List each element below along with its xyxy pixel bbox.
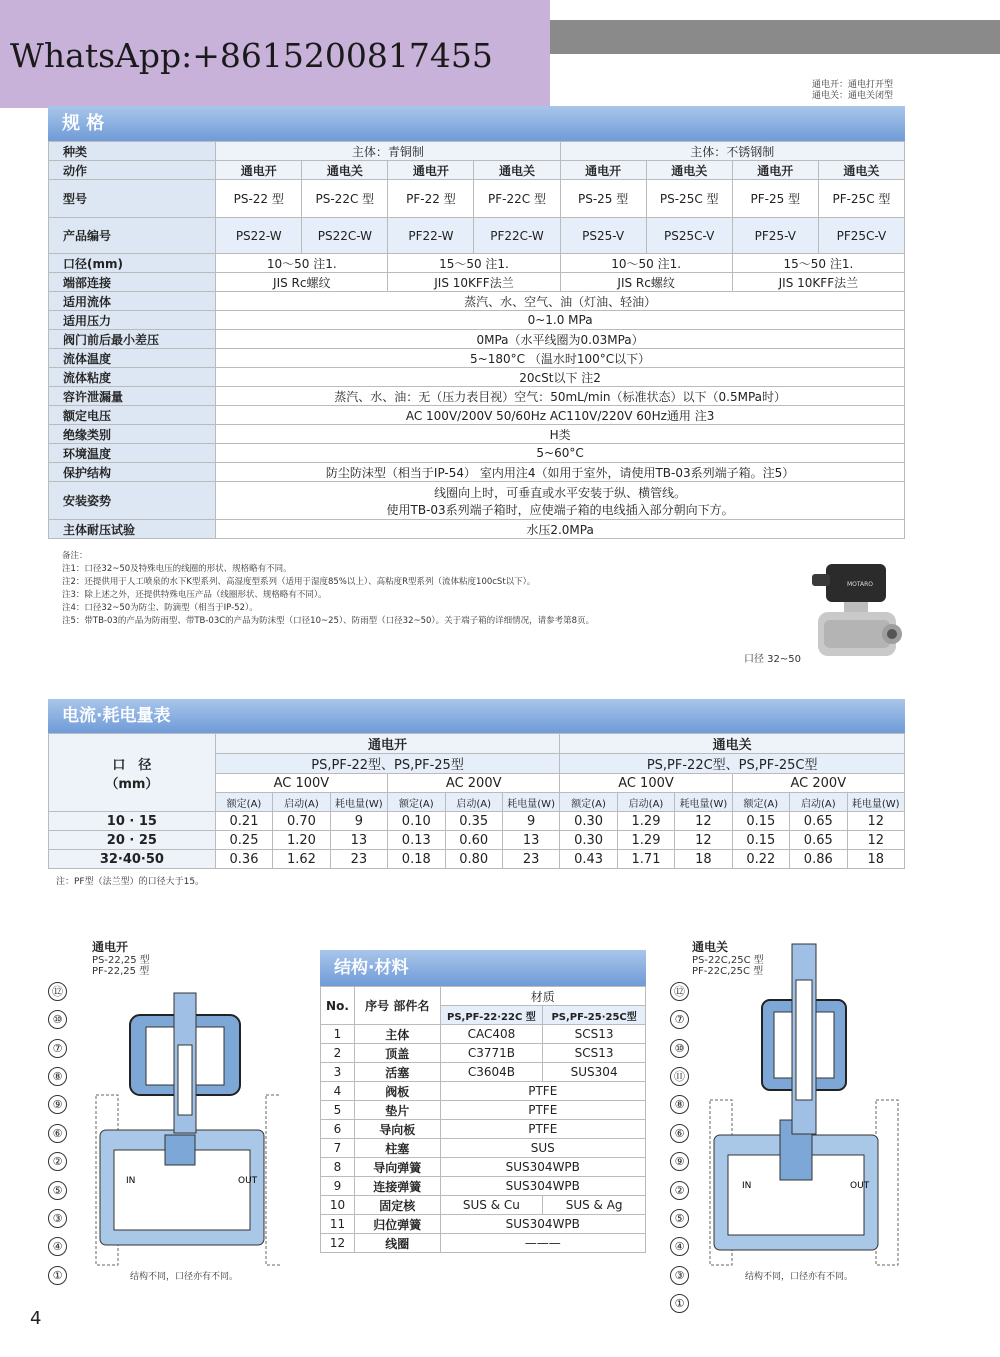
in-label: IN [126, 1176, 136, 1186]
spec-cell: 15～50 注1. [388, 254, 560, 273]
spec-cell [216, 482, 905, 520]
spec-cell: PF22-W [388, 218, 474, 254]
elec-table [48, 733, 905, 869]
mat-no: 8 [321, 1158, 355, 1177]
note-line: 注3：除上述之外，还提供特殊电压产品（线圈形状、规格略有不同）。 [62, 590, 327, 600]
mat-part: 导向弹簧 [354, 1158, 440, 1177]
spec-table [48, 141, 905, 539]
spec-cell: 主体：青铜制 [216, 142, 560, 161]
callout: ① [670, 1294, 689, 1313]
mat-header: PS,PF-22·22C 型 [440, 1006, 543, 1025]
elec-cell: 1.62 [273, 850, 330, 869]
mat-cell: PTFE [440, 1120, 645, 1139]
elec-header: PS,PF-22型、PS,PF-25型 [215, 754, 560, 774]
elec-header: 通电开 [215, 734, 560, 754]
spec-title: 规 格 [48, 106, 905, 141]
mat-cell: PTFE [440, 1082, 645, 1101]
mat-header: 材质 [440, 987, 645, 1006]
elec-cell: 0.21 [215, 812, 272, 831]
mat-part: 柱塞 [354, 1139, 440, 1158]
elec-sub: 耗电量(W) [675, 793, 732, 812]
elec-cell: 0.65 [790, 831, 847, 850]
elec-cell: 23 [502, 850, 559, 869]
spec-label: 适用压力 [49, 311, 216, 330]
mat-header: PS,PF-25·25C型 [543, 1006, 646, 1025]
photo-caption: 口径 32~50 [744, 654, 802, 665]
spec-cell: JIS 10KFF法兰 [732, 273, 904, 292]
mat-no: 1 [321, 1025, 355, 1044]
spec-cell: 通电关 [302, 161, 388, 180]
elec-cell: 12 [847, 812, 905, 831]
right-model-2: PF-22C,25C 型 [692, 966, 764, 977]
callout: ⑨ [48, 1095, 67, 1114]
elec-cell: 0.22 [732, 850, 789, 869]
bore-header [49, 734, 216, 812]
spec-cell: 5~180°C （温水时100°C以下） [216, 349, 905, 368]
elec-row [49, 812, 905, 831]
spec-cell: 通电关 [474, 161, 560, 180]
elec-cell: 0.30 [560, 831, 617, 850]
callout: ③ [670, 1266, 689, 1285]
spec-label: 绝缘类别 [49, 425, 216, 444]
right-diag-caption: 结构不同，口径亦有不同。 [745, 1272, 854, 1282]
mat-no: 5 [321, 1101, 355, 1120]
elec-cell: 9 [330, 812, 387, 831]
elec-bore: 10 · 15 [49, 812, 216, 831]
spec-label: 容许泄漏量 [49, 387, 216, 406]
right-valve-diagram [690, 940, 900, 1275]
mat-no: 4 [321, 1082, 355, 1101]
spec-cell: 蒸汽、水、空气、油（灯油、轻油） [216, 292, 905, 311]
callout: ⑥ [48, 1124, 67, 1143]
spec-cell: 20cSt以下 注2 [216, 368, 905, 387]
mat-cell: ——— [440, 1234, 645, 1253]
spec-label: 主体耐压试验 [49, 520, 216, 539]
elec-cell: 23 [330, 850, 387, 869]
spec-cell: 水压2.0MPa [216, 520, 905, 539]
elec-cell: 0.36 [215, 850, 272, 869]
mat-cell: SUS [440, 1139, 645, 1158]
spec-cell: PF22C-W [474, 218, 560, 254]
callout: ⑤ [48, 1181, 67, 1200]
elec-cell: 0.30 [560, 812, 617, 831]
elec-header: AC 200V [732, 774, 904, 793]
callout: ⑩ [48, 1010, 67, 1029]
mat-part: 导向板 [354, 1120, 440, 1139]
elec-header: AC 100V [215, 774, 387, 793]
elec-sub: 启动(A) [790, 793, 847, 812]
spec-label: 产品编号 [49, 218, 216, 254]
callout: ⑩ [670, 1039, 689, 1058]
in-label: IN [742, 1181, 752, 1191]
mat-cell: SUS304 [543, 1063, 646, 1082]
legend-close: 通电关：通电关闭型 [812, 91, 894, 101]
mat-part: 阀板 [354, 1082, 440, 1101]
left-diag-models [92, 955, 150, 977]
spec-cell: 10～50 注1. [216, 254, 388, 273]
elec-sub: 耗电量(W) [847, 793, 905, 812]
left-model-2: PF-22,25 型 [92, 966, 150, 977]
spec-cell: PS22C-W [302, 218, 388, 254]
elec-note: 注：PF型（法兰型）的口径大于15。 [56, 877, 205, 887]
elec-cell: 0.60 [445, 831, 502, 850]
callout: ② [48, 1152, 67, 1171]
mat-part: 固定核 [354, 1196, 440, 1215]
callout: ⑪ [670, 1067, 689, 1086]
mat-no: 3 [321, 1063, 355, 1082]
elec-cell: 12 [847, 831, 905, 850]
elec-row [49, 850, 905, 869]
spec-label: 动作 [49, 161, 216, 180]
spec-cell: PF-22 型 [388, 180, 474, 218]
callout: ④ [48, 1237, 67, 1256]
mat-header: 序号 部件名 [354, 987, 440, 1025]
callout: ③ [48, 1209, 67, 1228]
mat-no: 7 [321, 1139, 355, 1158]
spec-label: 安装姿势 [49, 482, 216, 520]
callout: ⑥ [670, 1124, 689, 1143]
spec-cell: PS-25C 型 [646, 180, 732, 218]
mat-cell: CAC408 [440, 1025, 543, 1044]
note-line: 备注： [62, 551, 88, 561]
note-line: 注5：带TB-03的产品为防雨型、带TB-03C的产品为防沫型（口径10~25）、防雨型（口径32~50）。关于端子箱的详细情况，请参考第8页。 [62, 616, 595, 626]
spec-label: 适用流体 [49, 292, 216, 311]
legend-open: 通电开：通电打开型 [812, 80, 894, 90]
spec-label: 型号 [49, 180, 216, 218]
spec-cell: JIS Rc螺纹 [560, 273, 732, 292]
right-diag-title: 通电关 [692, 940, 729, 954]
mat-part: 线圈 [354, 1234, 440, 1253]
note-line: 注2：还提供用于人工喷泉的水下K型系列、高湿度型系列（适用于湿度85%以上）、高粘度R型系列（流体粘度100cSt以下）。 [62, 577, 536, 587]
mat-cell: SCS13 [543, 1044, 646, 1063]
callout: ⑤ [670, 1209, 689, 1228]
elec-sub: 额定(A) [215, 793, 272, 812]
spec-cell: JIS 10KFF法兰 [388, 273, 560, 292]
elec-sub: 耗电量(W) [330, 793, 387, 812]
elec-cell: 18 [847, 850, 905, 869]
elec-cell: 1.20 [273, 831, 330, 850]
mat-no: 6 [321, 1120, 355, 1139]
spec-cell: 0~1.0 MPa [216, 311, 905, 330]
elec-row [49, 831, 905, 850]
elec-sub: 启动(A) [617, 793, 674, 812]
mat-part: 主体 [354, 1025, 440, 1044]
elec-cell: 13 [330, 831, 387, 850]
install-line-1: 线圈向上时，可垂直或水平安装于纵、横管线。 [434, 485, 687, 500]
spec-label: 种类 [49, 142, 216, 161]
elec-bore: 20 · 25 [49, 831, 216, 850]
elec-header: AC 200V [388, 774, 560, 793]
spec-cell: PF25C-V [818, 218, 904, 254]
callout: ⑫ [670, 982, 689, 1001]
spec-cell: PF-22C 型 [474, 180, 560, 218]
elec-sub: 额定(A) [560, 793, 617, 812]
spec-cell: H类 [216, 425, 905, 444]
mat-cell: PTFE [440, 1101, 645, 1120]
elec-cell: 12 [675, 831, 732, 850]
spec-cell: JIS Rc螺纹 [216, 273, 388, 292]
left-diag-title: 通电开 [92, 940, 129, 954]
spec-label: 流体粘度 [49, 368, 216, 387]
spec-label: 环境温度 [49, 444, 216, 463]
elec-cell: 0.80 [445, 850, 502, 869]
spec-cell: 通电开 [560, 161, 646, 180]
mat-cell: SUS304WPB [440, 1215, 645, 1234]
legend [812, 80, 893, 102]
header-bar [550, 20, 1000, 54]
out-label: OUT [238, 1176, 258, 1186]
spec-cell: PS25-V [560, 218, 646, 254]
mat-no: 11 [321, 1215, 355, 1234]
elec-cell: 1.29 [617, 831, 674, 850]
elec-cell: 0.86 [790, 850, 847, 869]
elec-cell: 1.29 [617, 812, 674, 831]
callout: ① [48, 1266, 67, 1285]
callout: ⑦ [48, 1039, 67, 1058]
mat-table [320, 986, 646, 1253]
spec-cell: 主体：不锈钢制 [560, 142, 904, 161]
elec-sub: 额定(A) [388, 793, 445, 812]
elec-cell: 1.71 [617, 850, 674, 869]
elec-cell: 0.43 [560, 850, 617, 869]
spec-label: 额定电压 [49, 406, 216, 425]
mat-part: 顶盖 [354, 1044, 440, 1063]
elec-header: AC 100V [560, 774, 732, 793]
elec-cell: 0.18 [388, 850, 445, 869]
elec-sub: 额定(A) [732, 793, 789, 812]
elec-sub: 耗电量(W) [502, 793, 559, 812]
spec-cell: PS-22C 型 [302, 180, 388, 218]
spec-label: 流体温度 [49, 349, 216, 368]
mat-title: 结构·材料 [320, 950, 646, 986]
mat-cell: SUS304WPB [440, 1177, 645, 1196]
mat-part: 垫片 [354, 1101, 440, 1120]
spec-cell: 通电关 [818, 161, 904, 180]
elec-cell: 0.70 [273, 812, 330, 831]
elec-cell: 13 [502, 831, 559, 850]
mat-part: 归位弹簧 [354, 1215, 440, 1234]
spec-cell: AC 100V/200V 50/60Hz AC110V/220V 60Hz通用 注3 [216, 406, 905, 425]
right-model-1: PS-22C,25C 型 [692, 955, 764, 966]
elec-cell: 0.15 [732, 831, 789, 850]
mat-part: 活塞 [354, 1063, 440, 1082]
elec-cell: 0.25 [215, 831, 272, 850]
elec-cell: 0.13 [388, 831, 445, 850]
spec-cell: 15～50 注1. [732, 254, 904, 273]
bore-label: 口 径 [112, 757, 152, 773]
page-number: 4 [30, 1308, 42, 1329]
spec-cell: PS22-W [216, 218, 302, 254]
mat-cell: C3771B [440, 1044, 543, 1063]
mat-cell: SCS13 [543, 1025, 646, 1044]
mat-cell: SUS & Ag [543, 1196, 646, 1215]
spec-cell: 通电开 [216, 161, 302, 180]
spec-label: 口径(mm) [49, 254, 216, 273]
callout: ⑫ [48, 982, 67, 1001]
elec-cell: 12 [675, 812, 732, 831]
note-line: 注1：口径32~50及特殊电压的线圈的形状、规格略有不同。 [62, 564, 292, 574]
elec-cell: 18 [675, 850, 732, 869]
spec-cell: 通电开 [732, 161, 818, 180]
callout: ② [670, 1181, 689, 1200]
spec-cell: PS-22 型 [216, 180, 302, 218]
brand-logo: MOTARO [846, 581, 874, 588]
elec-cell: 0.65 [790, 812, 847, 831]
spec-cell: PF-25 型 [732, 180, 818, 218]
bore-unit: （mm） [105, 776, 159, 792]
mat-no: 9 [321, 1177, 355, 1196]
mat-cell: C3604B [440, 1063, 543, 1082]
elec-cell: 0.10 [388, 812, 445, 831]
spec-cell: 通电开 [388, 161, 474, 180]
spec-label: 保护结构 [49, 463, 216, 482]
spec-cell: 防尘防沫型（相当于IP-54） 室内用注4（如用于室外，请使用TB-03系列端子箱。注5） [216, 463, 905, 482]
valve-photo [808, 560, 904, 664]
note-line: 注4：口径32~50为防尘、防滴型（相当于IP-52）。 [62, 603, 258, 613]
elec-header: 通电关 [560, 734, 905, 754]
left-model-1: PS-22,25 型 [92, 955, 150, 966]
spec-cell: 0MPa（水平线圈为0.03MPa） [216, 330, 905, 349]
callout: ⑨ [670, 1152, 689, 1171]
mat-no: 12 [321, 1234, 355, 1253]
spec-cell: PF-25C 型 [818, 180, 904, 218]
elec-title: 电流·耗电量表 [48, 699, 905, 733]
elec-sub: 启动(A) [445, 793, 502, 812]
elec-cell: 9 [502, 812, 559, 831]
spec-notes [62, 550, 594, 628]
install-line-2: 使用TB-03系列端子箱时，应使端子箱的电线插入部分朝向下方。 [386, 502, 734, 517]
left-valve-diagram [70, 985, 280, 1275]
callout: ⑧ [48, 1067, 67, 1086]
elec-header: PS,PF-22C型、PS,PF-25C型 [560, 754, 905, 774]
elec-cell: 0.35 [445, 812, 502, 831]
callout: ⑧ [670, 1095, 689, 1114]
elec-bore: 32·40·50 [49, 850, 216, 869]
mat-part: 连接弹簧 [354, 1177, 440, 1196]
spec-cell: PF25-V [732, 218, 818, 254]
mat-cell: SUS & Cu [440, 1196, 543, 1215]
spec-label: 端部连接 [49, 273, 216, 292]
spec-cell: 5~60°C [216, 444, 905, 463]
watermark-text: WhatsApp:+8615200817455 [10, 36, 493, 75]
mat-no: 2 [321, 1044, 355, 1063]
out-label: OUT [850, 1181, 870, 1191]
spec-cell: PS25C-V [646, 218, 732, 254]
spec-label: 阀门前后最小差压 [49, 330, 216, 349]
spec-cell: 蒸汽、水、油：无（压力表目视）空气：50mL/min（标准状态）以下（0.5MPa时） [216, 387, 905, 406]
left-diag-caption: 结构不同，口径亦有不同。 [130, 1272, 239, 1282]
mat-cell: SUS304WPB [440, 1158, 645, 1177]
mat-no: 10 [321, 1196, 355, 1215]
spec-cell: 10～50 注1. [560, 254, 732, 273]
elec-sub: 启动(A) [273, 793, 330, 812]
callout: ④ [670, 1237, 689, 1256]
spec-cell: 通电关 [646, 161, 732, 180]
spec-cell: PS-25 型 [560, 180, 646, 218]
elec-cell: 0.15 [732, 812, 789, 831]
mat-header: No. [321, 987, 355, 1025]
callout: ⑦ [670, 1010, 689, 1029]
